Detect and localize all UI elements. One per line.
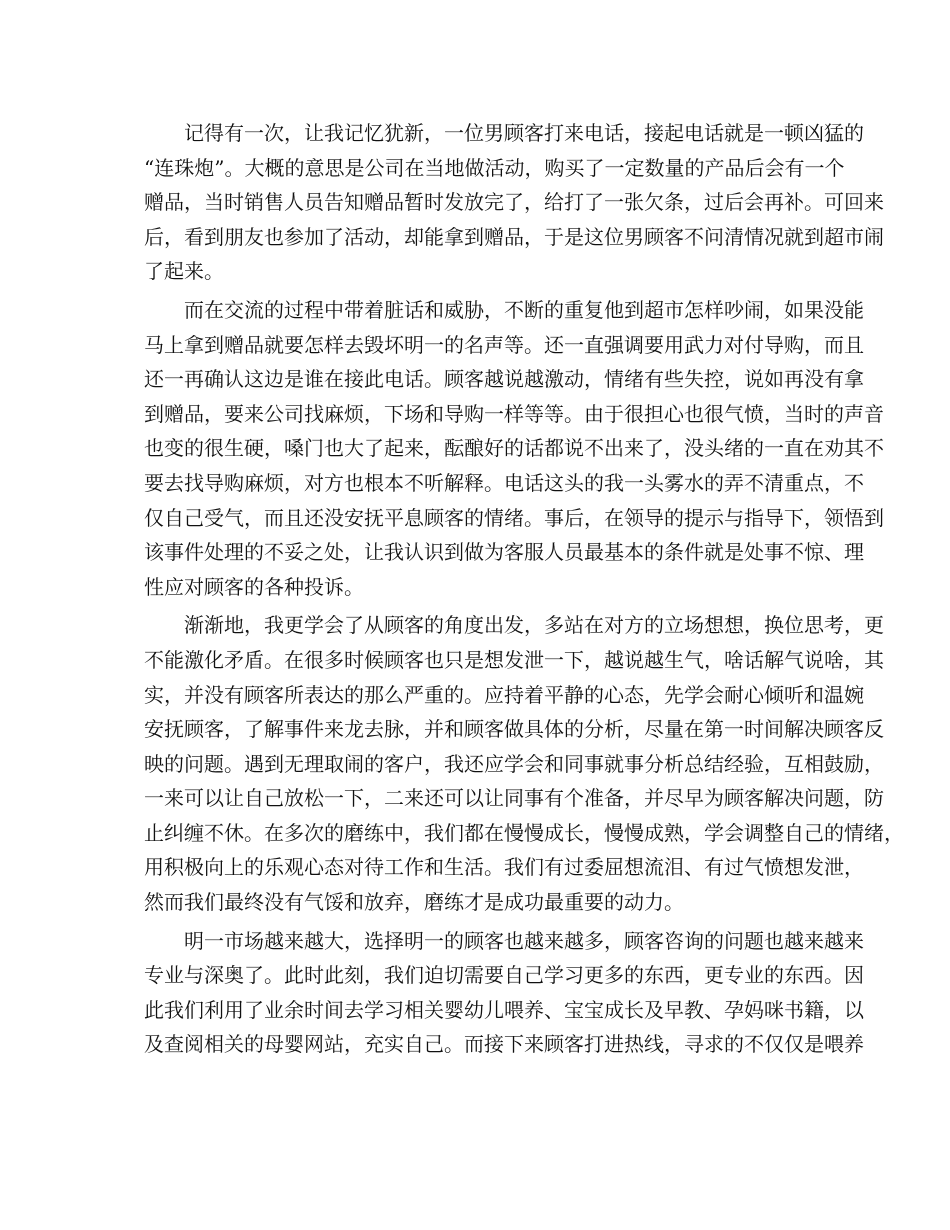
text-line: 该事件处理的不妥之处，让我认识到做为客服人员最基本的条件就是处事不惊、理: [144, 540, 864, 565]
paragraph-2: [144, 293, 884, 604]
text-line: 要去找导购麻烦，对方也根本不听解释。电话这头的我一头雾水的弄不清重点，不: [144, 470, 864, 495]
text-line: 明一市场越来越大，选择明一的顾客也越来越多，顾客咨询的问题也越来越来: [144, 928, 864, 953]
text-line: 还一再确认这边是谁在接此电话。顾客越说越激动，情绪有些失控，说如再没有拿: [144, 367, 864, 392]
text-line: 渐渐地，我更学会了从顾客的角度出发，多站在对方的立场想想，换位思考，更: [144, 613, 884, 638]
text-line: 专业与深奥了。此时此刻，我们迫切需要自己学习更多的东西，更专业的东西。因: [144, 963, 864, 988]
text-line: 用积极向上的乐观心态对待工作和生活。我们有过委屈想流泪、有过气愤想发泄，: [144, 855, 864, 880]
text-line: 安抚顾客，了解事件来龙去脉，并和顾客做具体的分析，尽量在第一时间解决顾客反: [144, 717, 884, 742]
text-line: 此我们利用了业余时间去学习相关婴幼儿喂养、宝宝成长及早教、孕妈咪书籍，以: [144, 997, 864, 1022]
text-line: 止纠缠不休。在多次的磨练中，我们都在慢慢成长，慢慢成熟，学会调整自己的情绪，: [144, 820, 904, 845]
text-line: 马上拿到赠品就要怎样去毁坏明一的名声等。还一直强调要用武力对付导购，而且: [144, 332, 864, 357]
text-line: 了起来。: [144, 259, 224, 284]
text-line: 实，并没有顾客所表达的那么严重的。应持着平静的心态，先学会耐心倾听和温婉: [144, 682, 864, 707]
paragraph-1: [144, 116, 884, 289]
text-line: 到赠品，要来公司找麻烦，下场和导购一样等等。由于很担心也很气愤，当时的声音: [144, 401, 884, 426]
paragraph-4: [144, 924, 864, 1062]
text-line: 赠品，当时销售人员告知赠品暂时发放完了，给打了一张欠条，过后会再补。可回来: [144, 190, 884, 215]
text-line: 不能激化矛盾。在很多时候顾客也只是想发泄一下，越说越生气，啥话解气说啥，其: [144, 647, 884, 672]
text-line: 一来可以让自己放松一下，二来还可以让同事有个准备，并尽早为顾客解决问题，防: [144, 786, 884, 811]
text-line: 后，看到朋友也参加了活动，却能拿到赠品，于是这位男顾客不问清情况就到超市闹: [144, 224, 884, 249]
text-line: 仅自己受气，而且还没安抚平息顾客的情绪。事后，在领导的提示与指导下，领悟到: [144, 505, 884, 530]
text-line: 及查阅相关的母婴网站，充实自己。而接下来顾客打进热线，寻求的不仅仅是喂养: [144, 1032, 864, 1057]
text-line: 性应对顾客的各种投诉。: [144, 574, 364, 599]
paragraph-3: [144, 608, 904, 919]
text-line: 映的问题。遇到无理取闹的客户，我还应学会和同事就事分析总结经验，互相鼓励，: [144, 751, 884, 776]
text-line: 也变的很生硬，嗓门也大了起来，酝酿好的话都说不出来了，没头绪的一直在劝其不: [144, 436, 884, 461]
document-body: [144, 116, 904, 1062]
text-line: 而在交流的过程中带着脏话和威胁，不断的重复他到超市怎样吵闹，如果没能: [144, 297, 864, 322]
text-line: 记得有一次，让我记忆犹新，一位男顾客打来电话，接起电话就是一顿凶猛的: [144, 121, 864, 145]
text-line: 然而我们最终没有气馁和放弃，磨练才是成功最重要的动力。: [144, 890, 684, 915]
text-line: “连珠炮”。大概的意思是公司在当地做活动，购买了一定数量的产品后会有一个: [144, 155, 845, 180]
